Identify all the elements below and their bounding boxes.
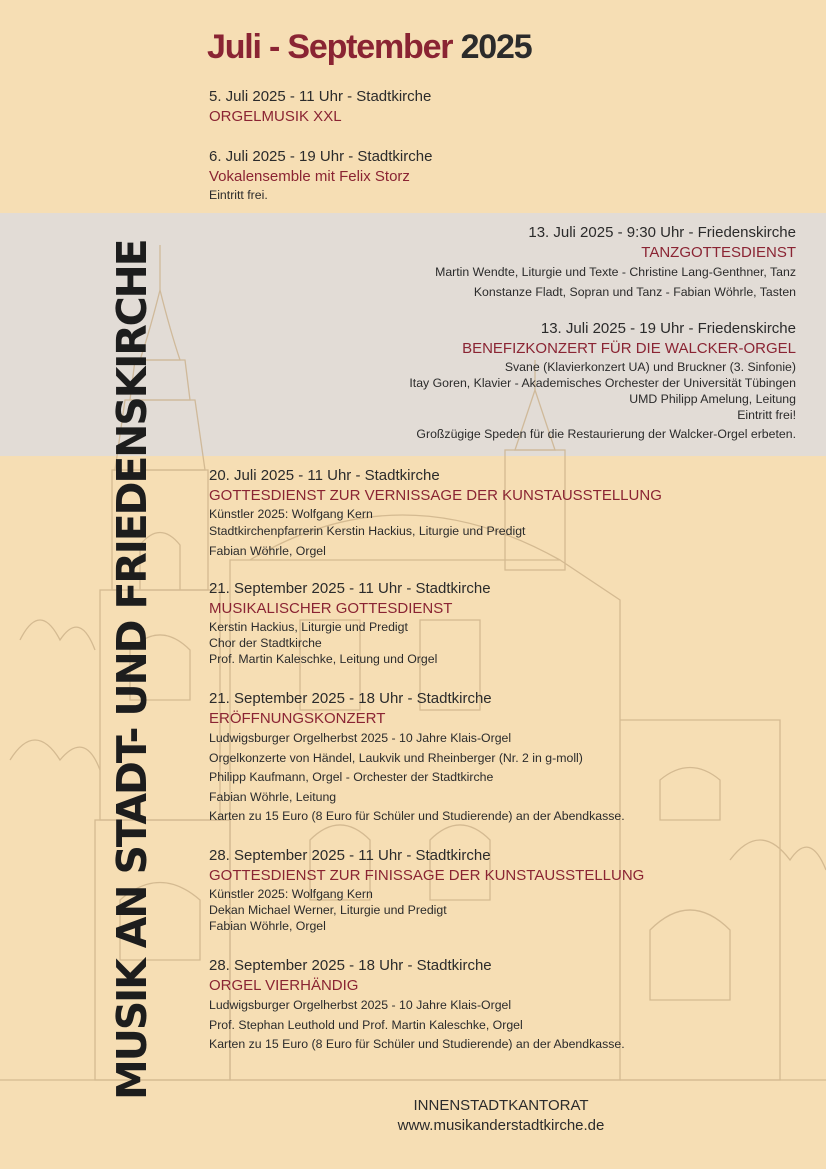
title-dash: - bbox=[260, 28, 288, 66]
event-title: MUSIKALISCHER GOTTESDIENST bbox=[209, 600, 453, 617]
event-detail: Fabian Wöhrle, Leitung bbox=[209, 789, 337, 804]
event-date: 13. Juli 2025 - 9:30 Uhr - Friedenskirche bbox=[528, 224, 796, 241]
event-detail: Fabian Wöhrle, Orgel bbox=[209, 919, 326, 933]
event-date: 21. September 2025 - 11 Uhr - Stadtkirche bbox=[209, 580, 491, 597]
event-item bbox=[196, 223, 796, 302]
event-title: TANZGOTTESDIENST bbox=[641, 244, 796, 261]
event-title: ORGEL VIERHÄNDIG bbox=[209, 977, 359, 994]
event-date: 5. Juli 2025 - 11 Uhr - Stadtkirche bbox=[209, 88, 432, 105]
footer-website-link[interactable]: www.musikanderstadtkirche.de bbox=[397, 1117, 605, 1134]
event-date: 28. September 2025 - 11 Uhr - Stadtkirche bbox=[209, 847, 491, 864]
event-detail: UMD Philipp Amelung, Leitung bbox=[629, 392, 796, 406]
event-title: ERÖFFNUNGSKONZERT bbox=[209, 710, 386, 727]
event-detail: Prof. Martin Kaleschke, Leitung und Orgel bbox=[209, 652, 438, 666]
event-detail: Karten zu 15 Euro (8 Euro für Schüler und Studierende) an der Abendkasse. bbox=[209, 809, 625, 823]
event-detail: Svane (Klavierkonzert UA) und Bruckner (3. Sinfonie) bbox=[504, 360, 796, 374]
title-month-start: Juli bbox=[207, 28, 261, 66]
event-date: 28. September 2025 - 18 Uhr - Stadtkirche bbox=[209, 957, 492, 974]
event-title: Vokalensemble mit Felix Storz bbox=[209, 168, 410, 185]
event-detail: Dekan Michael Werner, Liturgie und Predigt bbox=[209, 903, 447, 917]
event-item bbox=[196, 319, 796, 445]
title-month-end: September bbox=[287, 28, 453, 66]
event-detail: Chor der Stadtkirche bbox=[209, 636, 322, 650]
event-date: 20. Juli 2025 - 11 Uhr - Stadtkirche bbox=[209, 467, 440, 484]
event-detail: Ludwigsburger Orgelherbst 2025 - 10 Jahre Klais-Orgel bbox=[209, 731, 512, 745]
event-detail: Philipp Kaufmann, Orgel - Orchester der Stadtkirche bbox=[209, 770, 494, 784]
event-item bbox=[209, 87, 809, 127]
event-date: 21. September 2025 - 18 Uhr - Stadtkirche bbox=[209, 690, 492, 707]
event-date: 6. Juli 2025 - 19 Uhr - Stadtkirche bbox=[209, 148, 433, 165]
event-title: GOTTESDIENST ZUR FINISSAGE DER KUNSTAUSSTELLUNG bbox=[209, 867, 645, 884]
event-detail: Ludwigsburger Orgelherbst 2025 - 10 Jahre Klais-Orgel bbox=[209, 998, 512, 1012]
event-detail: Martin Wendte, Liturgie und Texte - Christine Lang-Genthner, Tanz bbox=[435, 265, 796, 279]
footer-organization: INNENSTADTKANTORAT bbox=[413, 1097, 589, 1114]
event-item bbox=[209, 466, 809, 561]
event-detail: Karten zu 15 Euro (8 Euro für Schüler und Studierende) an der Abendkasse. bbox=[209, 1037, 625, 1051]
event-item bbox=[209, 689, 809, 827]
event-item bbox=[209, 846, 809, 934]
event-detail: Eintritt frei! bbox=[737, 408, 796, 422]
event-detail: Künstler 2025: Wolfgang Kern bbox=[209, 887, 373, 901]
event-detail: Fabian Wöhrle, Orgel bbox=[209, 543, 326, 558]
side-title: MUSIK AN STADT- UND FRIEDENSKIRCHE bbox=[108, 240, 156, 1100]
event-title: GOTTESDIENST ZUR VERNISSAGE DER KUNSTAUSSTELLUNG bbox=[209, 487, 662, 504]
page-title bbox=[207, 28, 531, 67]
event-detail: Orgelkonzerte von Händel, Laukvik und Rheinberger (Nr. 2 in g-moll) bbox=[209, 750, 583, 765]
event-title: ORGELMUSIK XXL bbox=[209, 108, 342, 125]
event-detail: Konstanze Fladt, Sopran und Tanz - Fabian Wöhrle, Tasten bbox=[473, 284, 796, 299]
title-year: 2025 bbox=[452, 28, 532, 66]
event-detail: Stadtkirchenpfarrerin Kerstin Hackius, Liturgie und Predigt bbox=[209, 524, 526, 538]
event-detail: Kerstin Hackius, Liturgie und Predigt bbox=[209, 620, 408, 634]
event-item bbox=[209, 579, 809, 667]
event-detail: Großzügige Speden für die Restaurierung der Walcker-Orgel erbeten. bbox=[416, 427, 796, 441]
footer bbox=[300, 1096, 702, 1136]
event-date: 13. Juli 2025 - 19 Uhr - Friedenskirche bbox=[540, 320, 796, 337]
event-item bbox=[209, 147, 809, 203]
event-detail: Eintritt frei. bbox=[209, 188, 268, 202]
event-item bbox=[209, 956, 809, 1055]
event-detail: Künstler 2025: Wolfgang Kern bbox=[209, 507, 373, 521]
event-detail: Itay Goren, Klavier - Akademisches Orchester der Universität Tübingen bbox=[409, 376, 796, 390]
event-detail: Prof. Stephan Leuthold und Prof. Martin Kaleschke, Orgel bbox=[209, 1017, 523, 1032]
event-title: BENEFIZKONZERT FÜR DIE WALCKER-ORGEL bbox=[462, 340, 796, 357]
